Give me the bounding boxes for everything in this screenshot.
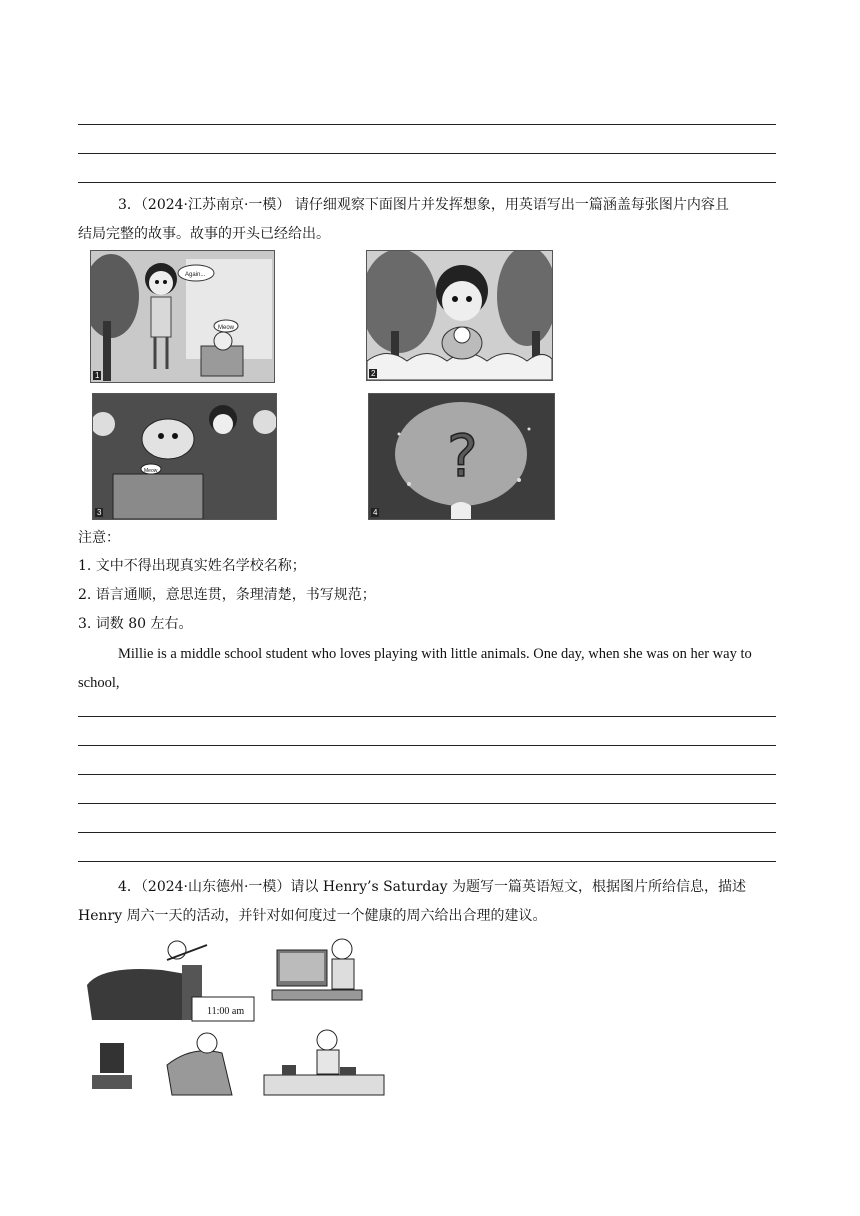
answer-line — [78, 832, 776, 833]
picture-number: 2 — [371, 369, 376, 378]
answer-line — [78, 124, 776, 125]
story-start-cont: school, — [78, 675, 120, 691]
answer-line — [78, 182, 776, 183]
question-4-header-cont: Henry 周六一天的活动，并针对如何度过一个健康的周六给出合理的建议。 — [78, 908, 547, 924]
answer-line — [78, 716, 776, 717]
question-4-header: 4．（2024·山东德州·一模）请以 Henry’s Saturday 为题写一篇英语短文，根据图片所给信息，描述 — [118, 879, 747, 895]
question-3-header-cont: 结局完整的故事。故事的开头已经给出。 — [78, 226, 330, 242]
bubble-text: Meow — [144, 468, 158, 474]
svg-text:?: ? — [447, 422, 478, 490]
answer-line — [78, 745, 776, 746]
note-item: 2. 语言通顺，意思连贯，条理清楚，书写规范； — [78, 587, 376, 603]
story-picture-3 — [92, 393, 277, 520]
story-picture-1 — [90, 250, 275, 383]
note-item: 1. 文中不得出现真实姓名学校名称； — [78, 558, 306, 574]
story-picture-2 — [366, 250, 553, 381]
story-picture-4 — [368, 393, 555, 520]
henry-saturday-pictures — [82, 935, 390, 1103]
question-3-header: 3．（2024·江苏南京·一模） 请仔细观察下面图片并发挥想象，用英语写出一篇涵盖每张图片内容且 — [118, 197, 729, 213]
answer-line — [78, 803, 776, 804]
note-item: 3. 词数 80 左右。 — [78, 616, 193, 632]
picture-number: 3 — [97, 508, 102, 517]
picture-number: 1 — [95, 371, 100, 380]
clock-label: 11:00 am — [207, 1006, 245, 1017]
notes-title: 注意： — [78, 530, 120, 546]
bubble-text: Again... — [185, 272, 206, 278]
picture-number: 4 — [373, 508, 378, 517]
story-start: Millie is a middle school student who loves playing with little animals. One day, when she was on her way to — [118, 646, 752, 662]
bubble-text: Meow — [218, 325, 235, 331]
answer-line — [78, 861, 776, 862]
answer-line — [78, 774, 776, 775]
answer-line — [78, 153, 776, 154]
